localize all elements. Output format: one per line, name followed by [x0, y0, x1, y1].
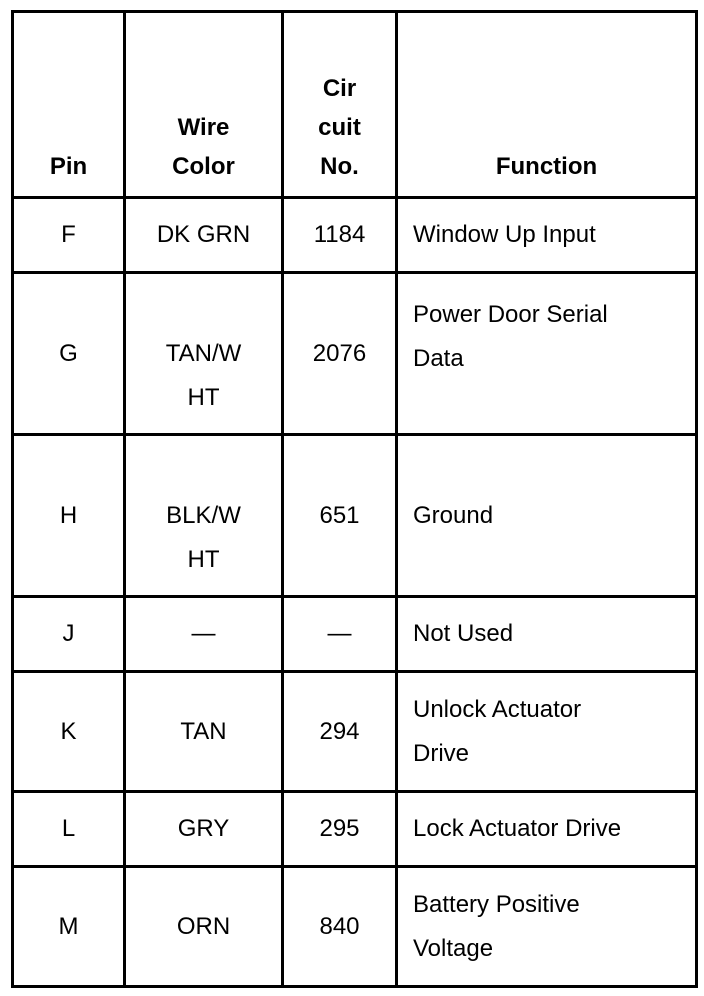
header-wire-color: Wire Color [125, 12, 283, 198]
wire-color-cell: — [125, 597, 283, 672]
pin-cell: F [13, 198, 125, 273]
function-cell: Not Used [397, 597, 697, 672]
wire-color-cell: DK GRN [125, 198, 283, 273]
table-row [13, 672, 697, 792]
header-function: Function [397, 12, 697, 198]
header-pin: Pin [13, 12, 125, 198]
circuit-cell: 1184 [283, 198, 397, 273]
circuit-cell: 294 [283, 672, 397, 792]
pin-cell: L [13, 792, 125, 867]
circuit-cell: 295 [283, 792, 397, 867]
table-row [13, 435, 697, 597]
table-row [13, 792, 697, 867]
circuit-cell: 651 [283, 435, 397, 597]
pin-cell: K [13, 672, 125, 792]
table-row [13, 198, 697, 273]
pin-cell: M [13, 867, 125, 987]
table-row [13, 597, 697, 672]
pin-cell: H [13, 435, 125, 597]
function-cell: Ground [397, 435, 697, 597]
function-cell: Unlock Actuator Drive [397, 672, 697, 792]
wire-color-cell: TAN [125, 672, 283, 792]
table-row [13, 867, 697, 987]
circuit-cell: 2076 [283, 273, 397, 435]
wire-color-cell: GRY [125, 792, 283, 867]
header-circuit-no: Cir cuit No. [283, 12, 397, 198]
function-cell: Window Up Input [397, 198, 697, 273]
function-cell: Lock Actuator Drive [397, 792, 697, 867]
circuit-cell: — [283, 597, 397, 672]
table-row [13, 273, 697, 435]
wire-color-cell: TAN/W HT [125, 273, 283, 435]
pin-cell: J [13, 597, 125, 672]
circuit-cell: 840 [283, 867, 397, 987]
function-cell: Battery Positive Voltage [397, 867, 697, 987]
table-header-row [13, 12, 697, 198]
connector-pin-table [11, 10, 698, 988]
wire-color-cell: BLK/W HT [125, 435, 283, 597]
pin-cell: G [13, 273, 125, 435]
wire-color-cell: ORN [125, 867, 283, 987]
function-cell: Power Door Serial Data [397, 273, 697, 435]
